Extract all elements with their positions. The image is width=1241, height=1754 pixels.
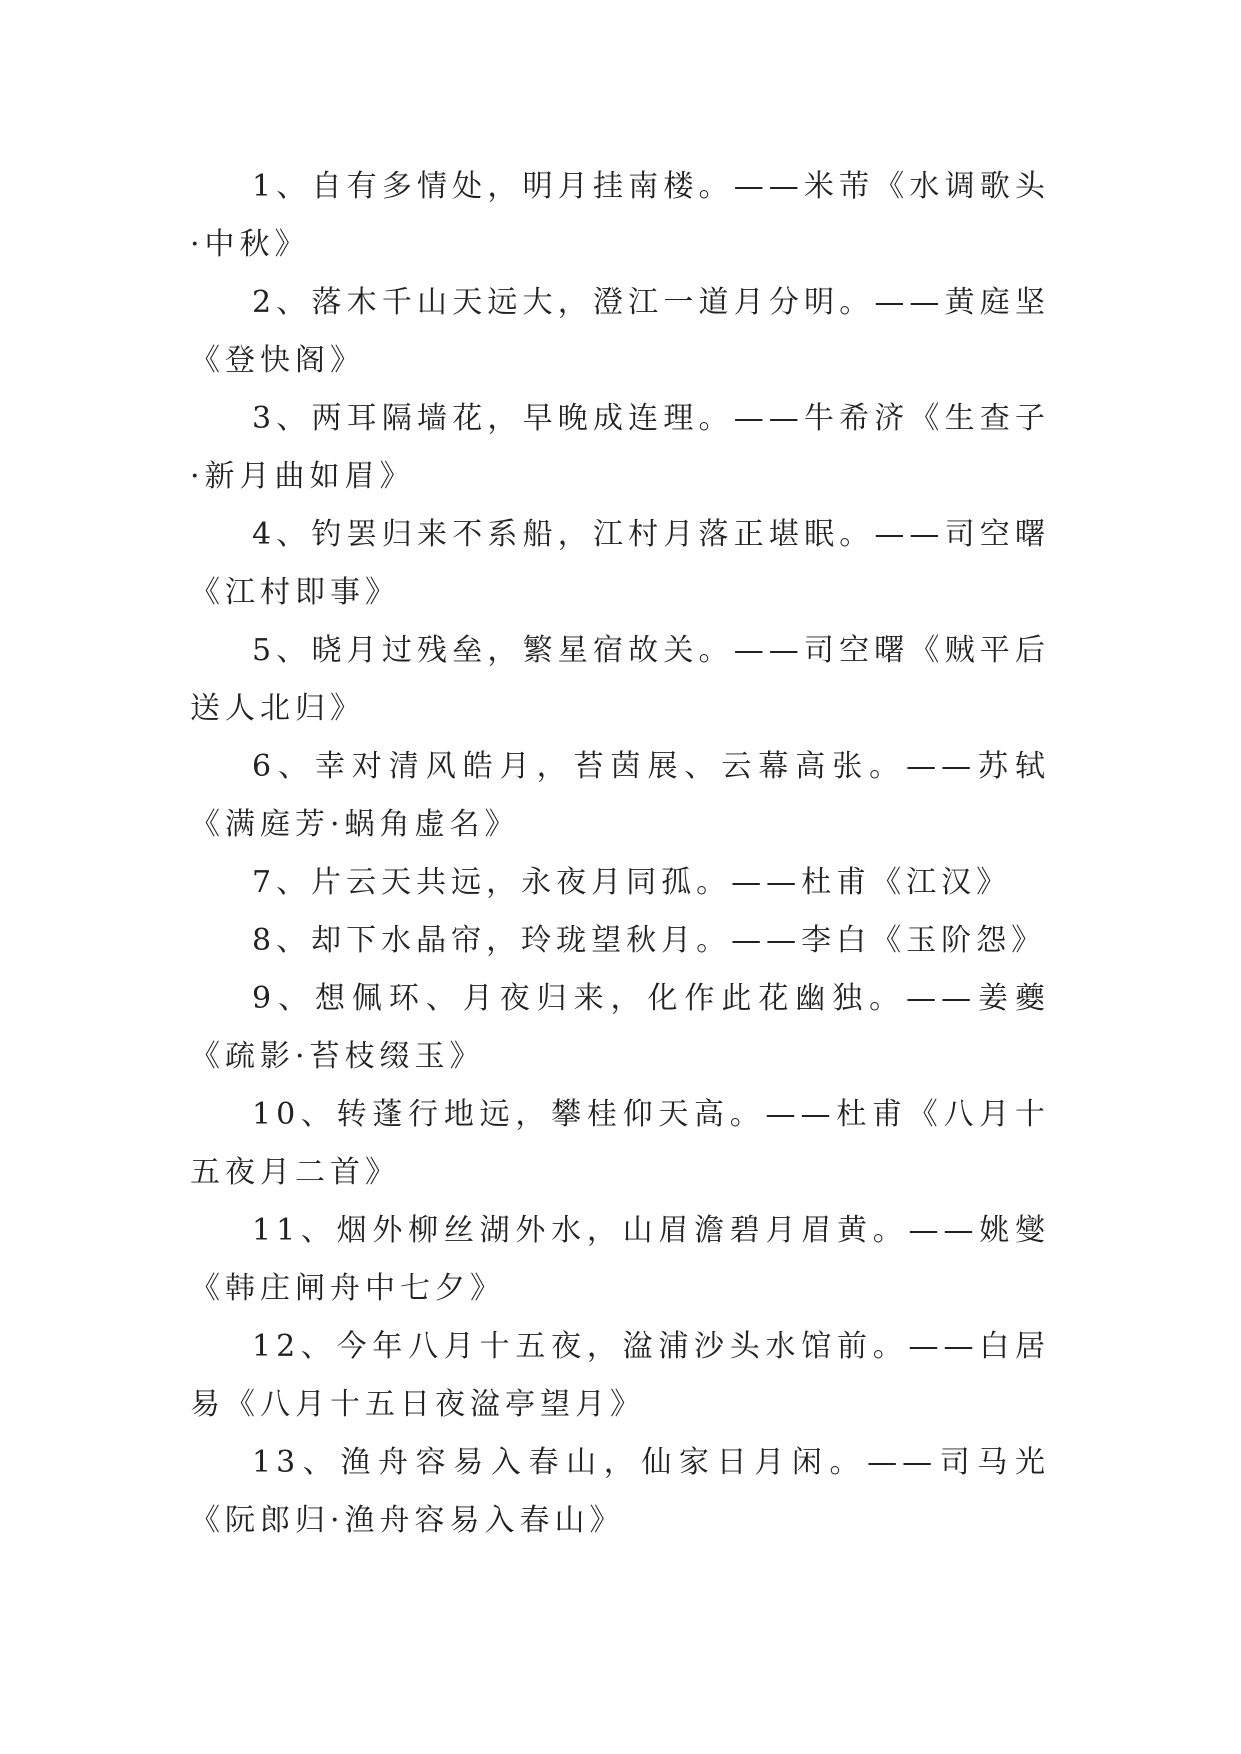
quote-entry-8: 8、却下水晶帘，玲珑望秋月。——李白《玉阶怨》: [252, 923, 1047, 958]
quote-entry-7: 7、片云天共远，永夜月同孤。——杜甫《江汉》: [252, 865, 1012, 900]
quote-entry-3: 3、两耳隔墙花，早晚成连理。——牛希济《生查子·新月曲如眉》: [190, 401, 1050, 494]
quote-entry-11: 11、烟外柳丝湖外水，山眉澹碧月眉黄。——姚燮《韩庄闸舟中七夕》: [190, 1213, 1050, 1306]
quote-entry-1: 1、自有多情处，明月挂南楼。——米芾《水调歌头·中秋》: [190, 169, 1050, 262]
quote-entry-6: 6、幸对清风皓月，苔茵展、云幕高张。——苏轼《满庭芳·蜗角虚名》: [190, 749, 1050, 842]
quote-entry-12: 12、今年八月十五夜，湓浦沙头水馆前。——白居易《八月十五日夜湓亭望月》: [190, 1329, 1050, 1422]
poem-quote-list: [190, 158, 1050, 1550]
quote-entry-9: 9、想佩环、月夜归来，化作此花幽独。——姜夔《疏影·苔枝缀玉》: [190, 981, 1050, 1074]
quote-entry-10: 10、转蓬行地远，攀桂仰天高。——杜甫《八月十五夜月二首》: [190, 1097, 1050, 1190]
quote-entry-5: 5、晓月过残垒，繁星宿故关。——司空曙《贼平后送人北归》: [190, 633, 1050, 726]
quote-entry-4: 4、钓罢归来不系船，江村月落正堪眠。——司空曙《江村即事》: [190, 517, 1050, 610]
quote-entry-2: 2、落木千山天远大，澄江一道月分明。——黄庭坚《登快阁》: [190, 285, 1050, 378]
quote-entry-13: 13、渔舟容易入春山，仙家日月闲。——司马光《阮郎归·渔舟容易入春山》: [190, 1445, 1050, 1538]
